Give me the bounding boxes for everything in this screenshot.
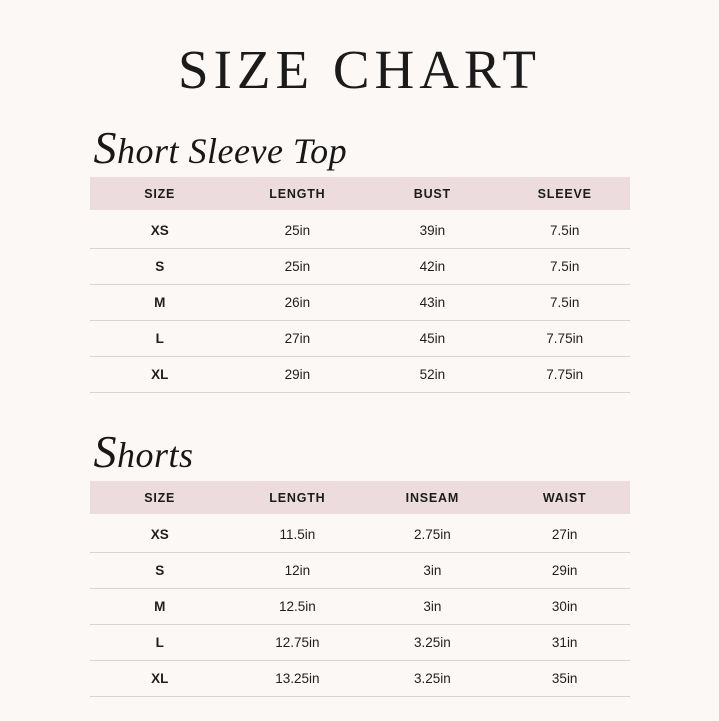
- section-title-initial: S: [93, 425, 117, 477]
- cell-inseam: 3in: [365, 552, 500, 588]
- table-header: [90, 177, 630, 210]
- cell-size: XS: [90, 514, 230, 553]
- cell-bust: 52in: [365, 356, 500, 392]
- cell-sleeve: 7.75in: [500, 320, 630, 356]
- cell-inseam: 3in: [365, 588, 500, 624]
- table-row: [90, 660, 630, 696]
- cell-size: XS: [90, 210, 230, 249]
- cell-bust: 42in: [365, 248, 500, 284]
- column-header-size: SIZE: [90, 177, 230, 210]
- table-row: [90, 320, 630, 356]
- cell-sleeve: 7.5in: [500, 284, 630, 320]
- column-header-length: LENGTH: [230, 177, 365, 210]
- column-header-length: LENGTH: [230, 481, 365, 514]
- section-title-rest: hort Sleeve Top: [117, 131, 348, 171]
- column-header-sleeve: SLEEVE: [500, 177, 630, 210]
- cell-size: M: [90, 284, 230, 320]
- section-title-initial: S: [93, 122, 117, 173]
- table-header-row: [90, 481, 630, 514]
- page-title: SIZE CHART: [178, 39, 541, 100]
- table-row: [90, 210, 630, 249]
- column-header-size: SIZE: [90, 481, 230, 514]
- table-body: [90, 514, 630, 697]
- section-title-rest: horts: [117, 434, 194, 475]
- section-title-short-sleeve-top: [90, 122, 630, 173]
- cell-length: 11.5in: [230, 514, 365, 553]
- cell-sleeve: 7.75in: [500, 356, 630, 392]
- table-row: [90, 624, 630, 660]
- table-row: [90, 588, 630, 624]
- cell-length: 25in: [230, 248, 365, 284]
- cell-size: XL: [90, 356, 230, 392]
- section-short-sleeve-top: [90, 122, 630, 393]
- cell-waist: 35in: [500, 660, 630, 696]
- cell-inseam: 3.25in: [365, 624, 500, 660]
- cell-sleeve: 7.5in: [500, 210, 630, 249]
- cell-length: 12in: [230, 552, 365, 588]
- cell-length: 26in: [230, 284, 365, 320]
- cell-length: 29in: [230, 356, 365, 392]
- cell-size: L: [90, 320, 230, 356]
- table-row: [90, 356, 630, 392]
- cell-sleeve: 7.5in: [500, 248, 630, 284]
- size-table-shorts: [90, 481, 630, 697]
- cell-size: XL: [90, 660, 230, 696]
- cell-inseam: 2.75in: [365, 514, 500, 553]
- column-header-bust: BUST: [365, 177, 500, 210]
- cell-length: 13.25in: [230, 660, 365, 696]
- cell-bust: 43in: [365, 284, 500, 320]
- cell-size: S: [90, 552, 230, 588]
- table-row: [90, 552, 630, 588]
- cell-size: L: [90, 624, 230, 660]
- cell-size: S: [90, 248, 230, 284]
- table-header-row: [90, 177, 630, 210]
- cell-waist: 29in: [500, 552, 630, 588]
- section-title-shorts: [90, 425, 630, 477]
- table-row: [90, 248, 630, 284]
- cell-length: 25in: [230, 210, 365, 249]
- cell-waist: 31in: [500, 624, 630, 660]
- table-body: [90, 210, 630, 393]
- cell-waist: 30in: [500, 588, 630, 624]
- cell-length: 27in: [230, 320, 365, 356]
- cell-length: 12.5in: [230, 588, 365, 624]
- cell-inseam: 3.25in: [365, 660, 500, 696]
- table-header: [90, 481, 630, 514]
- cell-length: 12.75in: [230, 624, 365, 660]
- column-header-inseam: INSEAM: [365, 481, 500, 514]
- cell-size: M: [90, 588, 230, 624]
- cell-bust: 45in: [365, 320, 500, 356]
- table-row: [90, 284, 630, 320]
- table-row: [90, 514, 630, 553]
- size-table-short-sleeve-top: [90, 177, 630, 393]
- section-shorts: [90, 425, 630, 697]
- column-header-waist: WAIST: [500, 481, 630, 514]
- cell-bust: 39in: [365, 210, 500, 249]
- cell-waist: 27in: [500, 514, 630, 553]
